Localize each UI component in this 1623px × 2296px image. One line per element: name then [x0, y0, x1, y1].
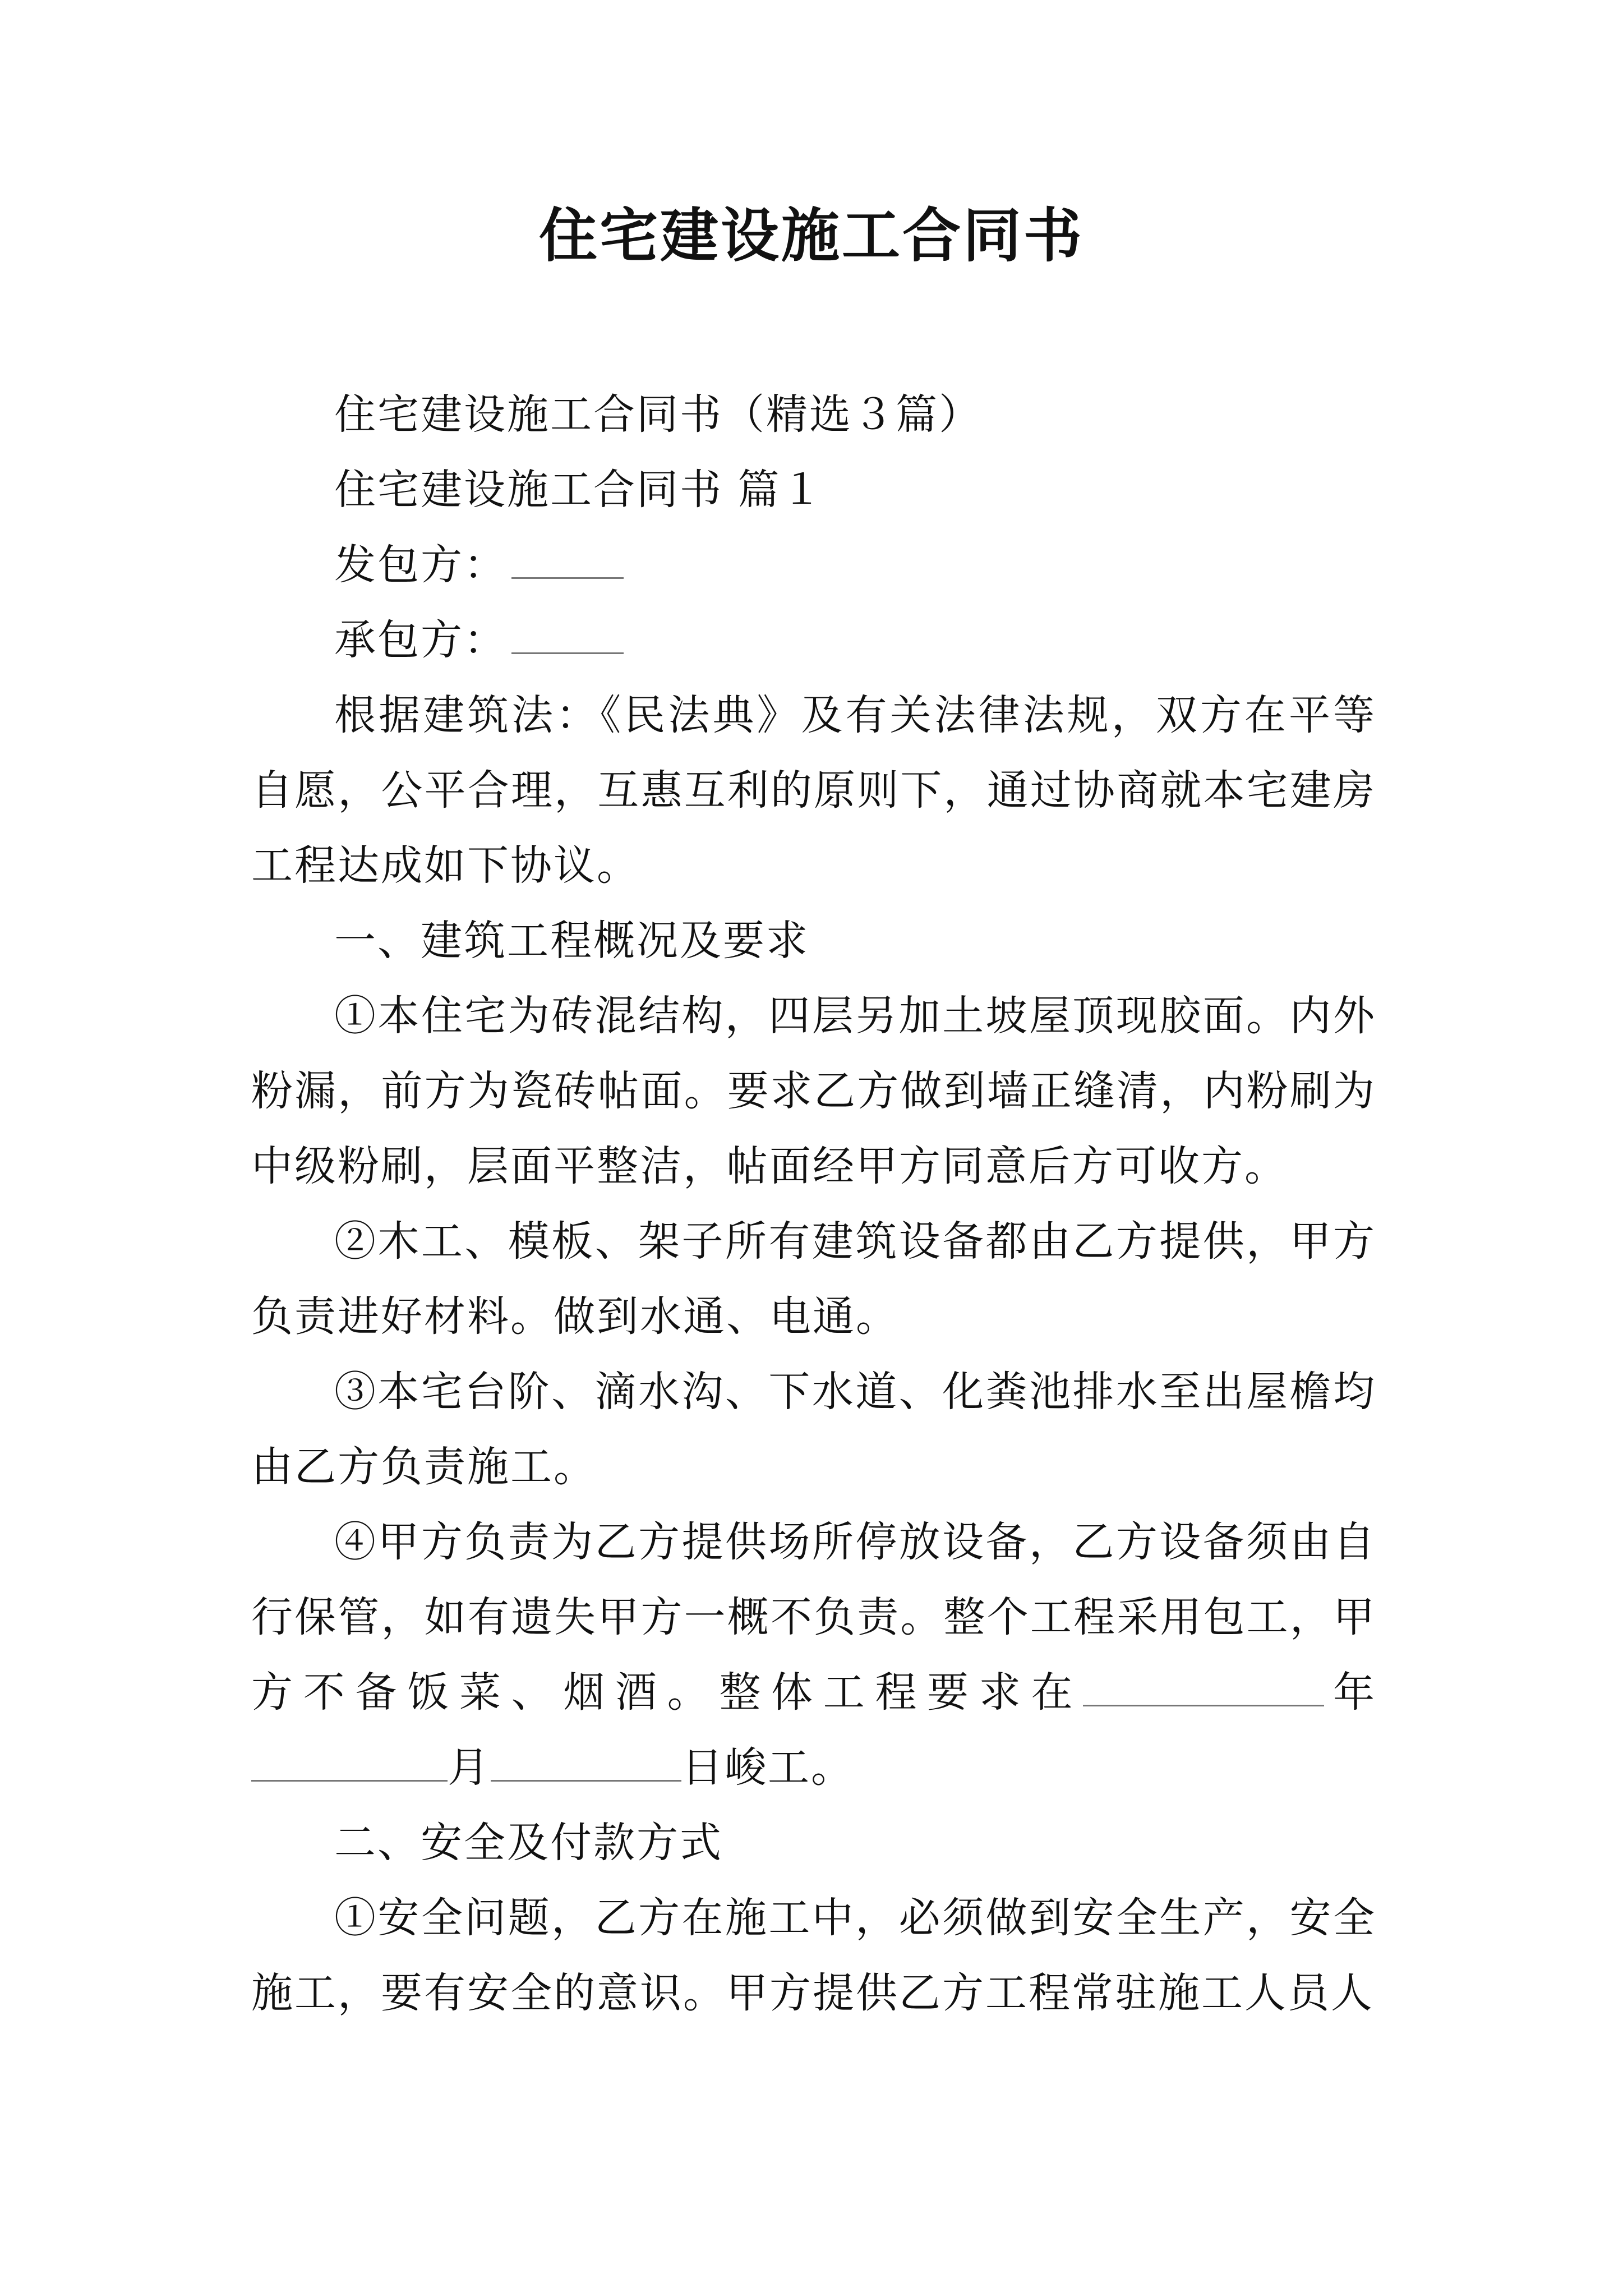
- month-label: 月: [448, 1743, 491, 1792]
- month-blank-1: [251, 1742, 448, 1782]
- day-label: 日峻工。: [681, 1743, 854, 1792]
- party-a-label: 发包方：: [334, 541, 507, 589]
- item-4-text: ④甲方负责为乙方提供场所停放设备，乙方设备须由自行保管，如有遗失甲方一概不负责。整个工程采用包工，甲方不备饭菜、烟酒。整体工程要求在: [251, 1518, 1376, 1717]
- party-b-blank: [511, 615, 624, 654]
- document-body: [251, 377, 1376, 2031]
- party-a-blank: [511, 540, 624, 579]
- day-blank: [491, 1742, 681, 1782]
- item-1-paragraph: ①本住宅为砖混结构，四层另加土坡屋顶现胶面。内外粉漏，前方为瓷砖帖面。要求乙方做到墙正缝清，内粉刷为中级粉刷，层面平整洁，帖面经甲方同意后方可收方。: [251, 992, 1376, 1190]
- party-b-line: [251, 602, 1376, 678]
- safety-item-1-paragraph: ①安全问题，乙方在施工中，必须做到安全生产，安全施工，要有安全的意识。甲方提供乙方工程常驻施工人员人: [251, 1894, 1376, 2017]
- document-title: 住宅建设施工合同书: [538, 201, 1084, 270]
- item-4-paragraph: [251, 1504, 1376, 1805]
- section-heading: 住宅建设施工合同书 篇１: [334, 466, 824, 514]
- item-2-paragraph: ②木工、模板、架子所有建筑设备都由乙方提供，甲方负责进好材料。做到水通、电通。: [251, 1217, 1376, 1341]
- year-blank: [1083, 1667, 1324, 1706]
- part1-heading: 一、建筑工程概况及要求: [334, 917, 809, 965]
- document-subtitle: 住宅建设施工合同书（精选３篇）: [334, 390, 982, 439]
- intro-paragraph: 根据建筑法：《民法典》及有关法律法规，双方在平等自愿，公平合理，互惠互利的原则下，通过协商就本宅建房工程达成如下协议。: [251, 691, 1376, 890]
- item-3-paragraph: ③本宅台阶、滴水沟、下水道、化粪池排水至出屋檐均由乙方负责施工。: [251, 1368, 1376, 1491]
- party-b-label: 承包方：: [334, 616, 507, 664]
- part2-heading: 二、安全及付款方式: [334, 1819, 723, 1867]
- party-a-line: [251, 527, 1376, 602]
- year-label: 年: [1324, 1668, 1377, 1717]
